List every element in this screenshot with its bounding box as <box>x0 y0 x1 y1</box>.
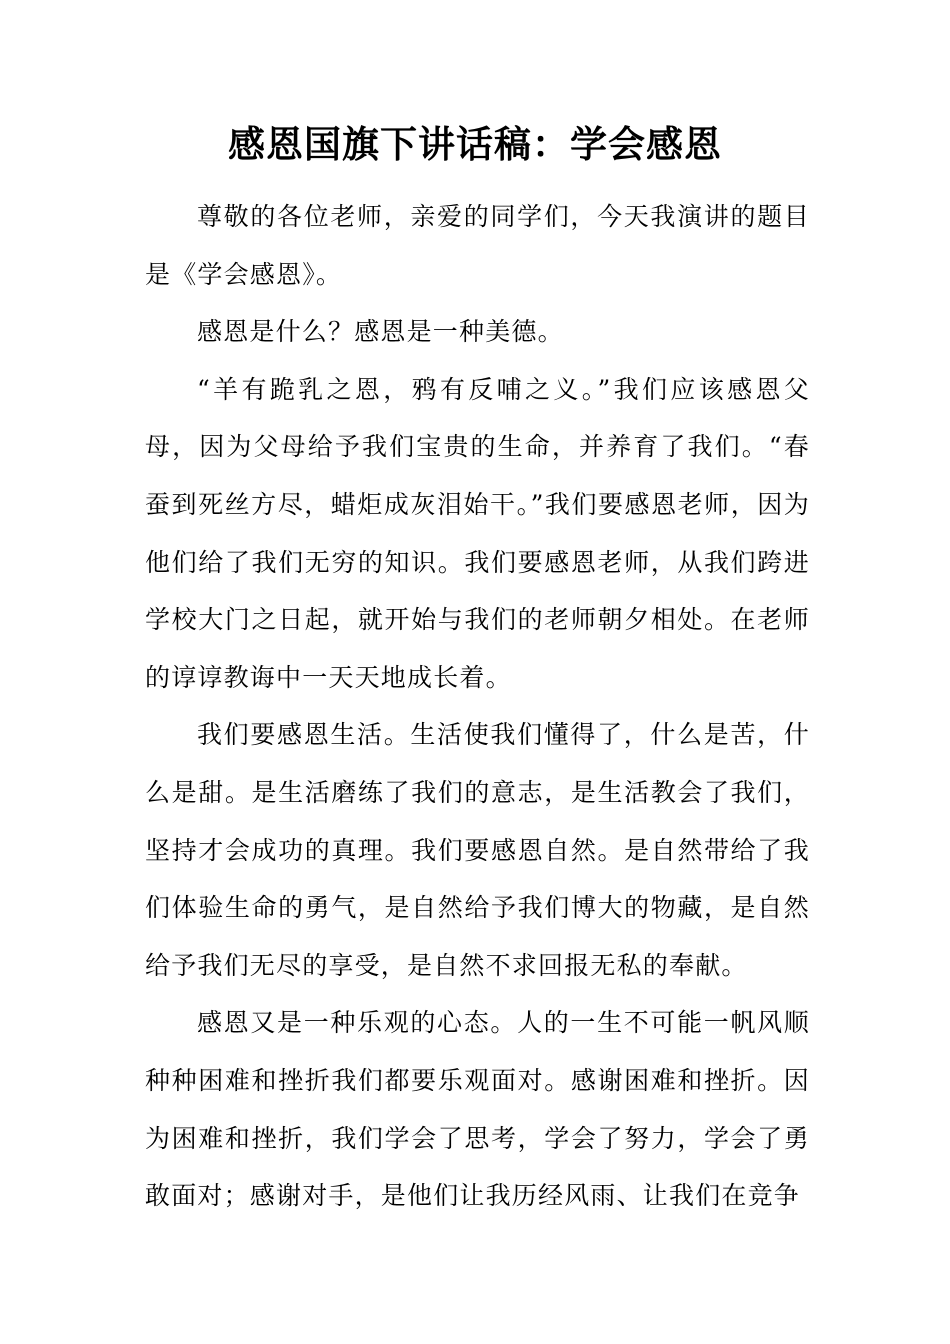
document-body <box>145 188 810 1225</box>
paragraph-greeting: 尊敬的各位老师，亲爱的同学们，今天我演讲的题目是《学会感恩》。 <box>145 202 810 289</box>
paragraph-optimism: 感恩又是一种乐观的心态。人的一生不可能一帆风顺种种困难和挫折我们都要乐观面对。感谢困难和挫折。因为困难和挫折，我们学会了思考，学会了努力，学会了勇敢面对；感谢对手，是他们让我历经风雨、让我们在竞争 <box>145 1008 810 1211</box>
paragraph-definition: 感恩是什么？感恩是一种美德。 <box>197 317 564 347</box>
paragraph-parents-teachers: “羊有跪乳之恩，鸦有反哺之义。”我们应该感恩父母，因为父母给予我们宝贵的生命，并养育了我们。“春蚕到死丝方尽，蜡炬成灰泪始干。”我们要感恩老师，因为他们给了我们无穷的知识。我们要感恩老师，从我们跨进学校大门之日起，就开始与我们的老师朝夕相处。在老师的谆谆教诲中一天天地成长着。 <box>145 374 810 692</box>
paragraph-life-nature: 我们要感恩生活。生活使我们懂得了，什么是苦，什么是甜。是生活磨练了我们的意志，是生活教会了我们，坚持才会成功的真理。我们要感恩自然。是自然带给了我们体验生命的勇气，是自然给予我们博大的物藏，是自然给予我们无尽的享受，是自然不求回报无私的奉献。 <box>145 720 810 980</box>
document-title: 感恩国旗下讲话稿：学会感恩 <box>228 122 722 166</box>
